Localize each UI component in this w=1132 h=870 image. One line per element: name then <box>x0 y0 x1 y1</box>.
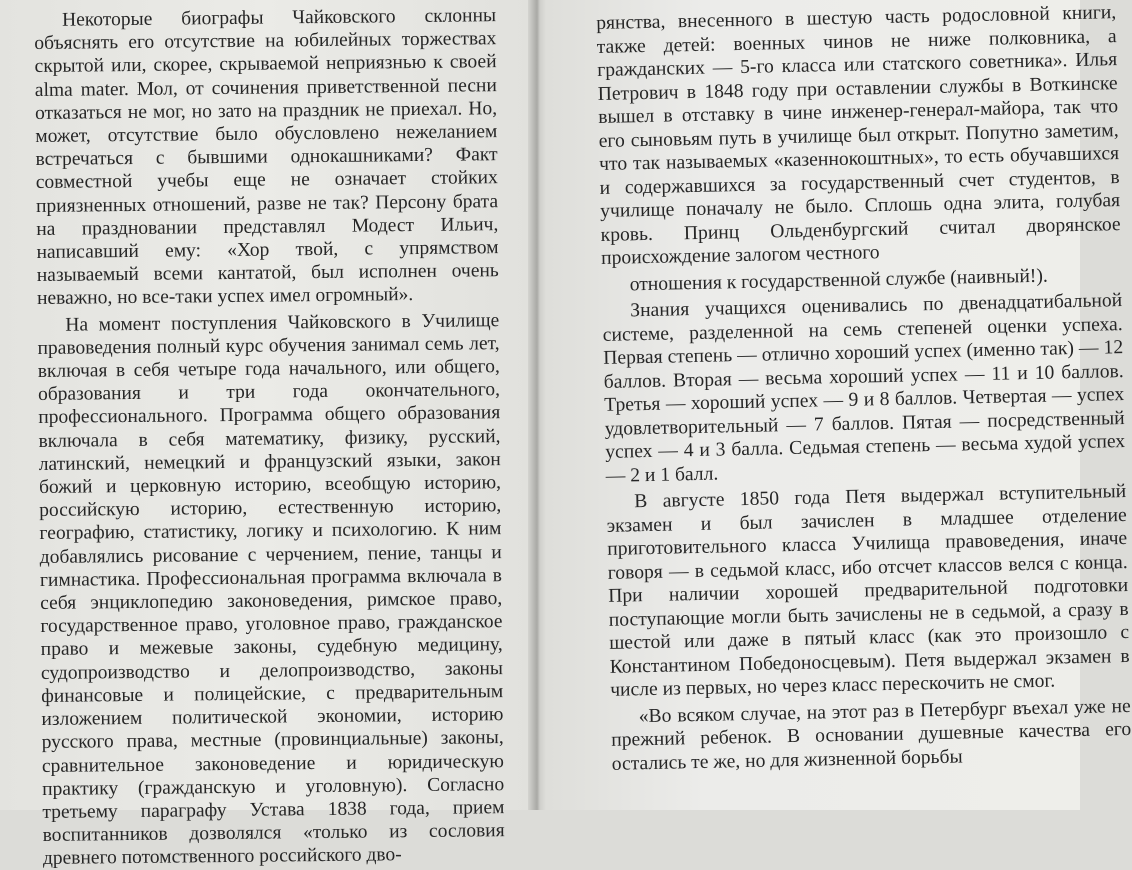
left-paragraph-1: Некоторые биографы Чайковского склонны объяснять его отсутствие на юбилейных торжествах скрытой или, скорее, скрываемой неприязнью к своей alma mater. Мол, от сочинения приветственной песни отказаться не мог, но зато на праздник не приехал. Но, может, отсутствие было обусловлено нежеланием встречаться с бывшими однокашниками? Факт совместной учебы еще не означает стойких приязненных отношений, разве не так? Персону брата на праздновании представлял Модест Ильич, написавший ему: «Хор твой, с упрямством называемый всеми кантатой, был исполнен очень неважно, но все-таки успех имел огромный». <box>34 5 499 310</box>
left-paragraph-2: На момент поступления Чайковского в Училище правоведения полный курс обучения занимал семь лет, включая в себя четыре года начального, или общего, образования и три года окончательного, профессионального. Программа общего образования включала в себя математику, физику, русский, латинский, немецкий и французский языки, закон божий и церковную историю, всеобщую историю, российскую историю, естественную историю, географию, статистику, логику и психологию. К ним добавлялись рисование с черчением, пение, танцы и гимнастика. Профессиональная программа включала в себя энциклопедию законоведения, римское право, государственное право, уголовное право, гражданское право и межевые законы, судебную медицину, судопроизводство и делопроизводство, законы финансовые и полицейские, с предварительным изложением политической экономии, историю русского права, местные (провинциальные) законы, сравнительное законоведение и юридическую практику (гражданскую и уголовную). Согласно третьему параграфу Устава 1838 года, прием воспитанников дозволялся «только из сословия древнего потомственного российского дво- <box>37 309 505 870</box>
left-page <box>0 0 530 870</box>
right-paragraph-3: Знания учащихся оценивались по двенадцатибальной системе, разделенной на семь степеней оценки успеха. Первая степень — отлично хороший успех (именно так) — 12 баллов. Вторая — весьма хороший успех — 11 и 10 баллов. Третья — хороший успех — 9 и 8 баллов. Четвертая — успех удовлетворительный — 7 баллов. Пятая — посредственный успех — 4 и 3 балла. Седьмая степень — весьма худой успех — 2 и 1 балл. <box>602 290 1126 487</box>
right-paragraph-4: В августе 1850 года Петя выдержал вступительный экзамен и был зачислен в младшее отделение приготовительного класса Училища правоведения, иначе говоря — в седьмой класс, ибо отсчет классов велся с конца. При наличии хорошей предварительной подготовки поступающие могли быть зачислены не в седьмой, а сразу в шестой или даже в пятый класс (как это произошло с Константином Победоносцевым). Петя выдержал экзамен в числе из первых, но через класс перескочить не смог. <box>606 481 1130 701</box>
right-paragraph-5: «Во всяком случае, на этот раз в Петербург въехал уже не прежний ребенок. В основании душевные качества его остались те же, но для жизненной борьбы <box>611 695 1132 775</box>
book-spine-gutter <box>528 0 548 810</box>
right-page <box>546 0 1132 810</box>
right-paragraph-1: рянства, внесенного в шестую часть родословной книги, также детей: военных чинов не ниже полковника, а гражданских — 5-го класса или статского советника». Илья Петрович в 1848 году при оставлении службы в Воткинске вышел в отставку в чине инженер-генерал-майора, так что его сыновьям путь в училище был открыт. Попутно заметим, что так называемых «казеннокоштных», то есть обучавшихся и содержавшихся за государственный счет студентов, в училище поначалу не было. Сплошь одна элита, голубая кровь. Принц Ольденбургский считал дворянское происхождение залогом честного <box>596 2 1121 269</box>
left-page-text <box>34 4 505 870</box>
right-page-text <box>596 1 1132 776</box>
right-paragraph-2: отношения к государственной службе (наивный!). <box>629 265 1048 295</box>
